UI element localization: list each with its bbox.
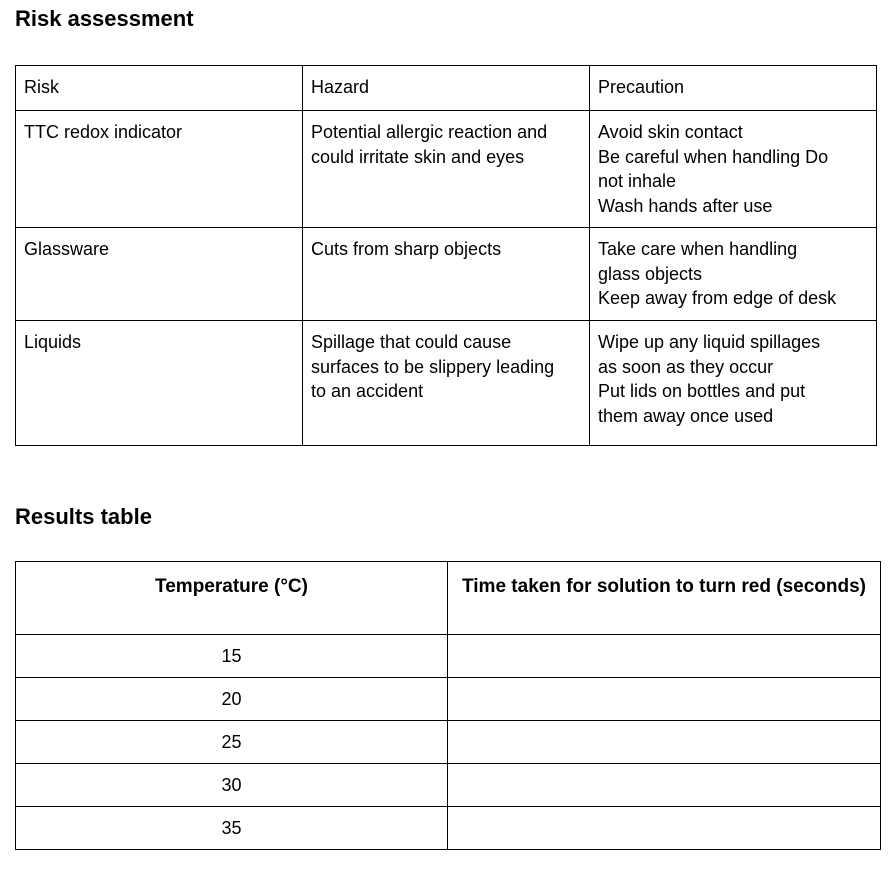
table-row (16, 721, 881, 764)
temperature-cell: 35 (16, 807, 448, 850)
column-header-hazard: Hazard (303, 66, 590, 111)
precaution-line: not inhale (598, 171, 677, 191)
precaution-line: glass objects (598, 263, 703, 284)
table-header-row (16, 66, 877, 111)
results-table (15, 561, 881, 850)
temperature-cell: 25 (16, 721, 448, 764)
hazard-line: Cuts from sharp objects (311, 239, 502, 259)
table-row (16, 228, 877, 321)
risk-cell: Liquids (16, 321, 303, 446)
precaution-line: Take care when handling (598, 239, 798, 259)
precaution-line: Be careful when handling Do (598, 146, 829, 167)
precaution-line: Avoid skin contact (598, 122, 743, 142)
precaution-line: Keep away from edge of desk (598, 288, 837, 308)
time-cell (448, 807, 881, 850)
table-row (16, 807, 881, 850)
hazard-cell (303, 228, 590, 321)
precaution-line: as soon as they occur (598, 356, 774, 377)
column-header-temperature: Temperature (°C) (16, 562, 448, 635)
precaution-line: Wipe up any liquid spillages (598, 332, 821, 352)
hazard-line: could irritate skin and eyes (311, 146, 525, 167)
hazard-line: Potential allergic reaction and (311, 122, 548, 142)
table-row (16, 635, 881, 678)
results-table-heading: Results table (15, 504, 152, 529)
hazard-line: Spillage that could cause (311, 332, 512, 352)
hazard-cell (303, 321, 590, 446)
column-header-time: Time taken for solution to turn red (seconds) (448, 562, 881, 635)
time-cell (448, 635, 881, 678)
temperature-cell: 15 (16, 635, 448, 678)
precaution-cell (590, 228, 877, 321)
precaution-line: Put lids on bottles and put (598, 381, 806, 401)
column-header-precaution: Precaution (590, 66, 877, 111)
risk-cell: Glassware (16, 228, 303, 321)
time-cell (448, 678, 881, 721)
precaution-cell (590, 111, 877, 228)
precaution-cell (590, 321, 877, 446)
temperature-cell: 30 (16, 764, 448, 807)
time-cell (448, 721, 881, 764)
column-header-risk: Risk (16, 66, 303, 111)
temperature-cell: 20 (16, 678, 448, 721)
hazard-line: to an accident (311, 381, 424, 401)
table-row (16, 764, 881, 807)
risk-assessment-table (15, 65, 877, 446)
risk-cell: TTC redox indicator (16, 111, 303, 228)
precaution-line: Wash hands after use (598, 195, 773, 216)
hazard-line: surfaces to be slippery leading (311, 356, 555, 377)
table-header-row (16, 562, 881, 635)
table-row (16, 111, 877, 228)
precaution-line: them away once used (598, 405, 774, 426)
table-row (16, 321, 877, 446)
table-row (16, 678, 881, 721)
hazard-cell (303, 111, 590, 228)
risk-assessment-heading: Risk assessment (15, 6, 194, 31)
time-cell (448, 764, 881, 807)
